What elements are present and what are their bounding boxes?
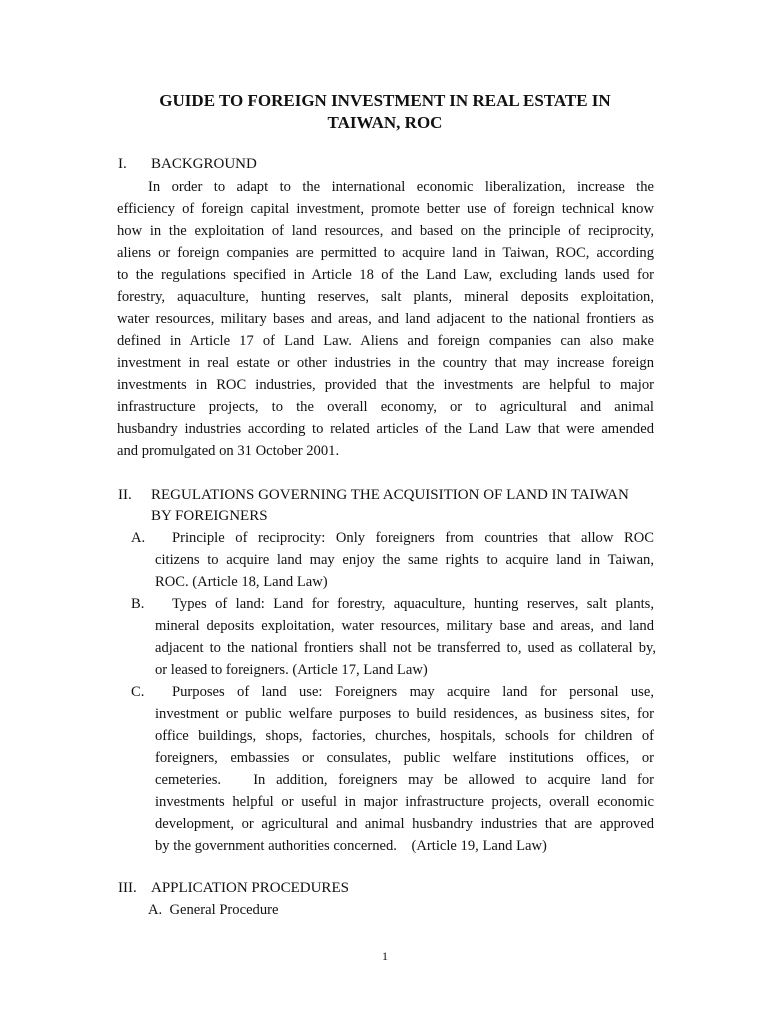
- section-1-line: efficiency of foreign capital investment, promote better use of foreign technical know: [117, 201, 654, 217]
- section-1-number: I.: [118, 156, 127, 172]
- section-1-line: aliens or foreign companies are permitted to acquire land in Taiwan, ROC, according: [117, 245, 654, 261]
- item-a-line: citizens to acquire land may enjoy the same rights to acquire land in Taiwan,: [155, 552, 654, 568]
- item-c-line: by the government authorities concerned. (Article 19, Land Law): [155, 838, 547, 854]
- item-c-line: cemeteries. In addition, foreigners may be allowed to acquire land for: [155, 772, 654, 788]
- section-1-line: water resources, military bases and areas, and land adjacent to the national frontiers as: [117, 311, 654, 327]
- section-1-line: to the regulations specified in Article 18 of the Land Law, excluding lands used for: [117, 267, 654, 283]
- item-c-line: investment or public welfare purposes to build residences, as business sites, for: [155, 706, 654, 722]
- section-2-title-continued: BY FOREIGNERS: [151, 508, 268, 524]
- section-1-line: husbandry industries according to related articles of the Land Law that were amended: [117, 421, 654, 437]
- item-c-line: development, or agricultural and animal husbandry industries that are approved: [155, 816, 654, 832]
- section-1-line: infrastructure projects, to the overall economy, or to agricultural and animal: [117, 399, 654, 415]
- item-b-line: or leased to foreigners. (Article 17, Land Law): [155, 662, 428, 678]
- section-3-heading: [118, 877, 349, 899]
- section-1-line: investments in ROC industries, provided that the investments are helpful to major: [117, 377, 654, 393]
- section-2-heading: [118, 484, 629, 506]
- item-a-label: A.: [131, 530, 146, 546]
- page-number: 1: [382, 949, 388, 963]
- item-c-line: foreigners, embassies or consulates, public welfare institutions offices, or: [155, 750, 654, 766]
- section-1-line: how in the exploitation of land resources, and based on the principle of reciprocity,: [117, 223, 654, 239]
- item-b-line: adjacent to the national frontiers shall not be transferred to, used as collateral by,: [155, 640, 656, 656]
- document-title-line-2: TAIWAN, ROC: [327, 113, 443, 132]
- section-1-line: In order to adapt to the international economic liberalization, increase the: [148, 179, 654, 195]
- item-c-label: C.: [131, 684, 145, 700]
- document-title-line-1: GUIDE TO FOREIGN INVESTMENT IN REAL ESTATE IN: [159, 91, 611, 110]
- item-a-line: Principle of reciprocity: Only foreigners from countries that allow ROC: [172, 530, 654, 546]
- item-b-label: B.: [131, 596, 145, 612]
- section-3-title: APPLICATION PROCEDURES: [151, 880, 349, 896]
- item-b-line: Types of land: Land for forestry, aquaculture, hunting reserves, salt plants,: [172, 596, 654, 612]
- item-c-line: Purposes of land use: Foreigners may acquire land for personal use,: [172, 684, 654, 700]
- item-a-line: ROC. (Article 18, Land Law): [155, 574, 328, 590]
- section-3-subheading-a: A. General Procedure: [148, 902, 279, 918]
- item-b-line: mineral deposits exploitation, water resources, military base and areas, and land: [155, 618, 654, 634]
- section-1-line: defined in Article 17 of Land Law. Aliens and foreign companies can also make: [117, 333, 654, 349]
- section-1-line: forestry, aquaculture, hunting reserves, salt plants, mineral deposits exploitation,: [117, 289, 654, 305]
- section-3-number: III.: [118, 880, 137, 896]
- section-1-heading: [118, 153, 257, 175]
- section-1-line: investment in real estate or other industries in the country that may increase foreign: [117, 355, 654, 371]
- section-2-number: II.: [118, 487, 132, 503]
- item-c-line: office buildings, shops, factories, churches, hospitals, schools for children of: [155, 728, 654, 744]
- section-1-line: and promulgated on 31 October 2001.: [117, 443, 340, 459]
- section-1-title: BACKGROUND: [151, 156, 257, 172]
- item-c-line: investments helpful or useful in major infrastructure projects, overall economic: [155, 794, 654, 810]
- section-2-title: REGULATIONS GOVERNING THE ACQUISITION OF LAND IN TAIWAN: [151, 487, 629, 503]
